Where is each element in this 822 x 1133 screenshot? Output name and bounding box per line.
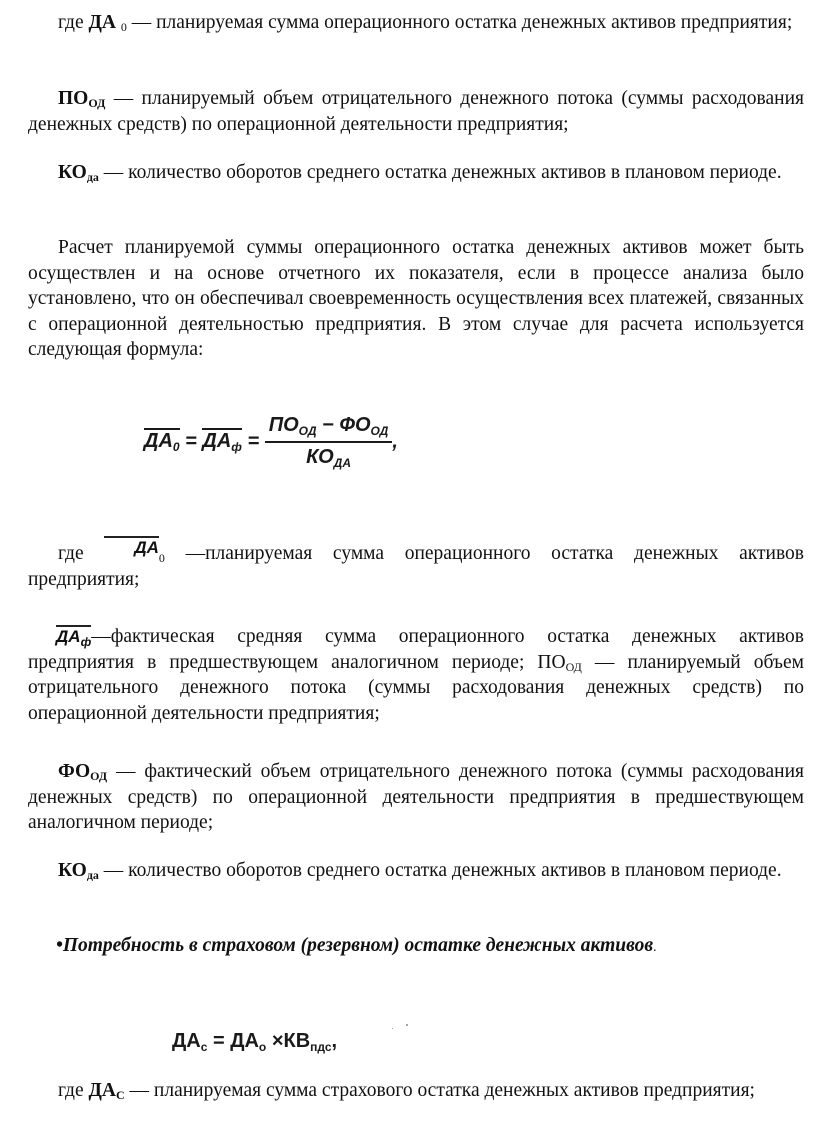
subscript-od: ОД (565, 659, 582, 674)
inline-symbol-sub: 0 (158, 551, 165, 565)
formula2-b: КВ (283, 1030, 311, 1052)
inline-symbol-text: ДА (56, 627, 81, 646)
formula2-comma: , (331, 1030, 338, 1052)
subscript-c: С (115, 1088, 125, 1102)
inline-symbol-da (104, 536, 159, 556)
formula2-lhs: ДА (172, 1030, 201, 1052)
formula-lhs-symbol: ДА (144, 430, 173, 453)
numerator-fo: ФО (339, 414, 371, 436)
subscript-da: да (86, 170, 99, 184)
formula-equals: = (185, 430, 197, 453)
lead-text: где (58, 12, 89, 33)
subscript-od: ОД (88, 96, 106, 110)
paragraph-da0-definition (28, 10, 804, 36)
formula-mid-symbol: ДА (202, 430, 232, 453)
definition-text: — количество оборотов среднего остатка денежных активов в плановом периоде. (98, 860, 782, 881)
formula-operational-balance (144, 414, 398, 470)
numerator-fo-sub: ОД (370, 424, 389, 438)
formula-insurance-balance (172, 1030, 337, 1054)
definition-text: —планируемая сумма операционного остатка денежных активов предприятия; (28, 543, 805, 590)
lead-text: где (58, 1080, 89, 1101)
definition-text: — фактический объем отрицательного денежного потока (суммы расходования денежных средств) по операционной деятельности предприятия в предшествующем аналогичном периоде; (28, 761, 804, 833)
formula-numerator (265, 414, 393, 443)
section-heading (56, 933, 816, 960)
formula-mid-subscript: ф (231, 440, 242, 455)
definition-text: — количество оборотов среднего остатка денежных активов в плановом периоде. (98, 162, 782, 183)
subscript-da: да (86, 868, 99, 882)
formula2-a: ДА (230, 1030, 259, 1052)
denominator-ko: КО (306, 446, 334, 468)
scan-speck (406, 1024, 408, 1026)
symbol-da: ДА (88, 12, 116, 33)
denominator-ko-sub: ДА (333, 456, 351, 470)
symbol-ko: КО (58, 860, 87, 881)
definition-text: — планируемая сумма операционного остатка денежных активов предприятия; (126, 12, 793, 33)
lead-text: где (58, 543, 105, 564)
definition-text: — планируемая сумма страхового остатка денежных активов предприятия; (124, 1080, 755, 1101)
definition-text: —фактическая средняя сумма операционного остатка денежных активов предприятия в предшествующем аналогичном периоде; ПО (28, 626, 804, 673)
paragraph-daf-definition (28, 624, 804, 726)
inline-symbol-daf (56, 625, 91, 648)
numerator-po: ПО (268, 414, 299, 436)
formula-equals-2: = (247, 430, 260, 453)
formula2-equals: = (212, 1030, 225, 1052)
scan-speck (392, 1028, 393, 1029)
formula2-times: × (271, 1030, 284, 1052)
subscript-od: ОД (90, 769, 108, 783)
formula2-a-sub: о (258, 1040, 267, 1054)
symbol-fo: ФО (58, 761, 91, 782)
definition-text: — планируемый объем отрицательного денежного потока (суммы расходования денежных средств) по операционной деятельности предприятия; (28, 88, 804, 135)
formula-lhs-subscript: 0 (172, 440, 180, 455)
paragraph-dac-definition (28, 1078, 804, 1104)
heading-dot: . (653, 940, 657, 955)
heading-text: Потребность в страховом (резервном) остатке денежных активов (62, 935, 654, 956)
paragraph-koda-definition-2 (28, 858, 804, 884)
bullet-icon: • (56, 935, 63, 956)
inline-symbol-text: ДА (134, 538, 159, 557)
paragraph-koda-definition (28, 160, 804, 186)
paragraph-da0-definition-2 (28, 538, 805, 592)
formula-comma: , (392, 430, 398, 453)
formula2-b-sub: пдс (310, 1040, 332, 1054)
symbol-ko: КО (58, 162, 87, 183)
definition-text-2: — планируемый объем отрицательного денежного потока (суммы расходования денежных средств) по операционной деятельности предприятия; (28, 651, 804, 724)
formula-denominator (265, 443, 393, 470)
symbol-po: ПО (58, 88, 89, 109)
formula-fraction (265, 414, 393, 470)
inline-symbol-sub: ф (80, 635, 92, 649)
numerator-po-sub: ОД (298, 424, 317, 438)
symbol-da: ДА (88, 1080, 116, 1101)
paragraph-food-definition (28, 759, 804, 836)
subscript-0: 0 (120, 20, 127, 34)
formula-lhs (144, 428, 180, 453)
formula-mid (202, 428, 242, 453)
body-text: Расчет планируемой суммы операционного остатка денежных активов может быть осуществлен и на основе отчетного их показателя, если в процессе анализа было установлено, что он обеспечивал своевременность осуществления всех платежей, связанных с операционной деятельностью предприятия. В этом случае для расчета используется следующая формула: (28, 237, 804, 360)
paragraph-pood-definition (28, 86, 804, 137)
formula2-lhs-sub: с (200, 1040, 208, 1054)
paragraph-formula-intro (28, 235, 804, 363)
minus-sign: − (322, 414, 334, 436)
